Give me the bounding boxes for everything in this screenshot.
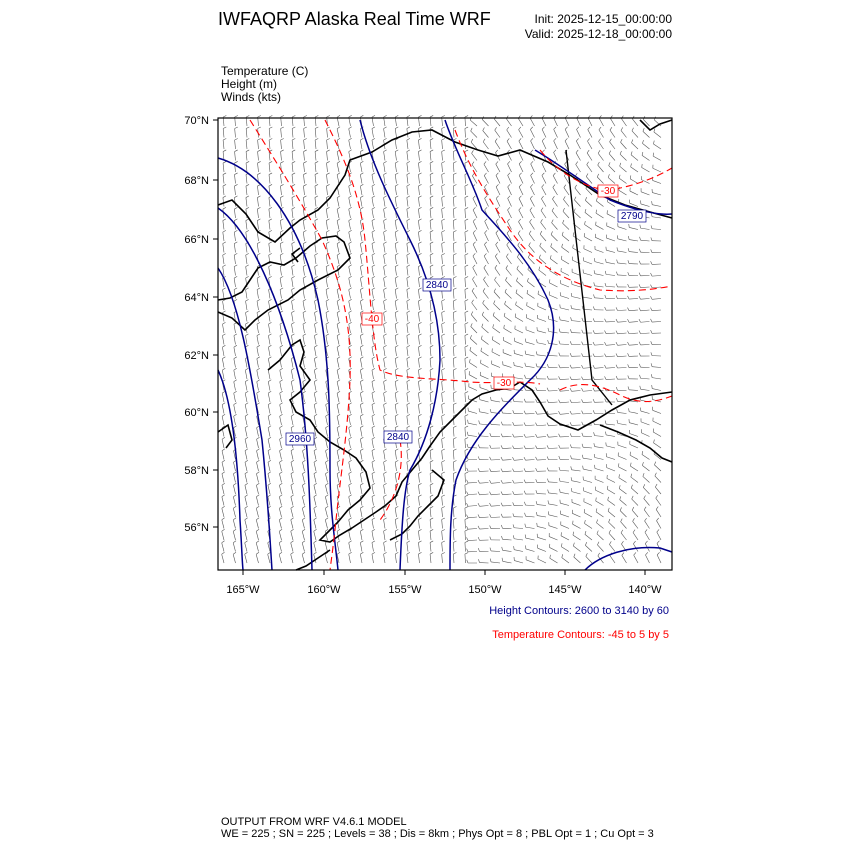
lon-label: 165°W: [226, 584, 260, 596]
temperature-label: -40: [364, 314, 380, 325]
lon-label: 145°W: [548, 584, 582, 596]
lon-label: 140°W: [628, 584, 662, 596]
height-label: 2790: [620, 211, 644, 222]
model-footer: OUTPUT FROM WRF V4.6.1 MODEL: [221, 816, 407, 828]
temperature-contour-note: Temperature Contours: -45 to 5 by 5: [492, 629, 669, 641]
temperature-label: -30: [600, 186, 616, 197]
lat-label: 70°N: [184, 115, 209, 127]
height-label: 2960: [288, 434, 312, 445]
map-title: IWFAQRP Alaska Real Time WRF: [218, 9, 491, 29]
init-time: Init: 2025-12-15_00:00:00: [534, 12, 672, 26]
lat-label: 56°N: [184, 522, 209, 534]
field-label-temperature: Temperature (C): [221, 64, 309, 78]
lat-label: 58°N: [184, 465, 209, 477]
height-label: 2840: [425, 280, 449, 291]
field-label-height: Height (m): [221, 77, 278, 91]
lat-label: 64°N: [184, 292, 209, 304]
height-contour-note: Height Contours: 2600 to 3140 by 60: [489, 605, 669, 617]
lon-label: 155°W: [388, 584, 422, 596]
lat-label: 66°N: [184, 234, 209, 246]
model-config: WE = 225 ; SN = 225 ; Levels = 38 ; Dis = 8km ; Phys Opt = 8 ; PBL Opt = 1 ; Cu Opt = 3: [221, 828, 654, 840]
lat-label: 62°N: [184, 350, 209, 362]
temperature-label: -30: [496, 378, 512, 389]
field-label-winds: Winds (kts): [221, 90, 281, 104]
valid-time: Valid: 2025-12-18_00:00:00: [524, 27, 672, 41]
lat-label: 68°N: [184, 175, 209, 187]
lon-label: 160°W: [307, 584, 341, 596]
lat-label: 60°N: [184, 407, 209, 419]
height-label: 2840: [386, 432, 410, 443]
wind-barbs: [222, 115, 661, 563]
lon-label: 150°W: [468, 584, 502, 596]
